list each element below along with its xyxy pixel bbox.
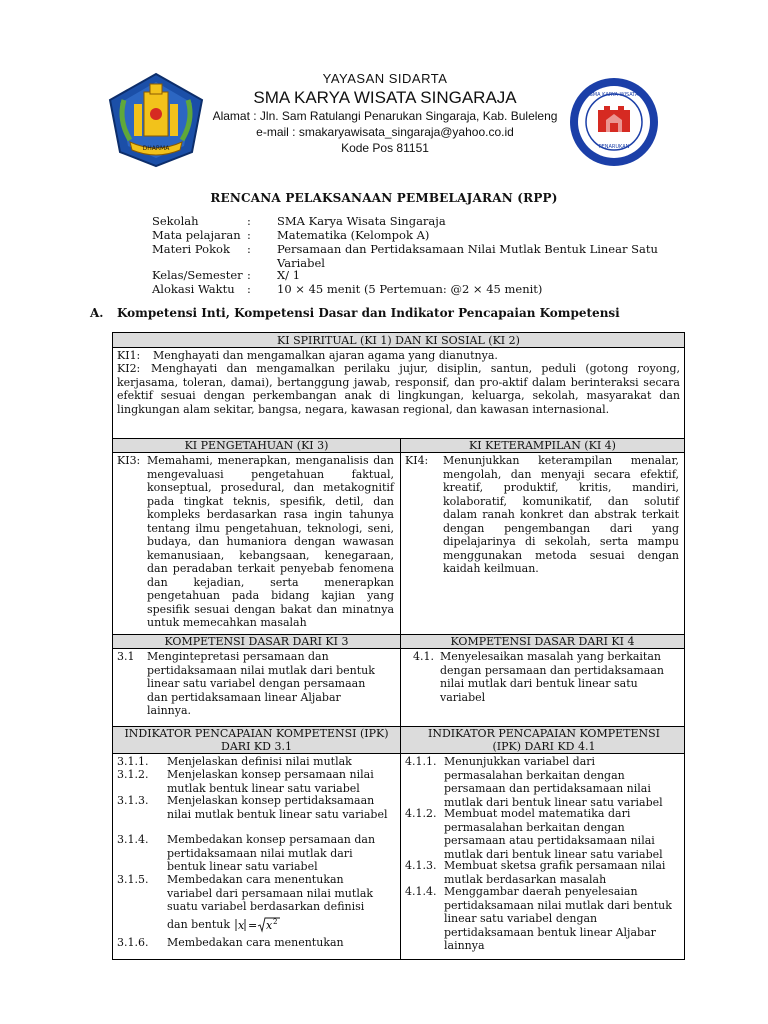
- ki4-text: Menunjukkan keterampilan menalar, mengolah, dan menyaji secara efektif, kreatif, produktif, kritis, mandiri, kolaboratif, komunikatif, dan solutif dalam ranah konkret dan abstrak terkait dengan pengembangan dari yang dipelajarinya di sekolah, serta mampu menggunakan metoda sesuai dengan kaidah keilmuan.: [443, 454, 679, 575]
- svg-text:DHARMA: DHARMA: [142, 145, 170, 152]
- kd41-text: Menyelesaikan masalah yang berkaitan dengan persamaan dan pertidaksamaan nilai mutlak dari bentuk linear satu variabel: [440, 650, 664, 704]
- kd4-header: KOMPETENSI DASAR DARI KI 4: [450, 635, 635, 648]
- ipk4-number: 4.1.2.: [405, 807, 437, 820]
- info-separator: :: [247, 214, 251, 228]
- ipk4-header: INDIKATOR PENCAPAIAN KOMPETENSI (IPK) DARI KD 4.1: [427, 727, 661, 753]
- regency-crest-logo: [104, 70, 208, 170]
- svg-text:x: x: [265, 919, 272, 932]
- ipk4-text: Membuat sketsa grafik persamaan nilai mutlak berdasarkan masalah: [444, 859, 666, 886]
- ki4-header: KI KETERAMPILAN (KI 4): [469, 439, 616, 452]
- ki3-text: Memahami, menerapkan, menganalisis dan mengevaluasi pengetahuan faktual, konseptual, prosedural, dan metakognitif pada tingkat teknis, spesifik, detil, dan kompleks berdasarkan rasa ingin tahunya tentang ilmu pengetahuan, teknologi, seni, budaya, dan humaniora dengan wawasan kemanusiaan, kebangsaan, kenegaraan, dan peradaban terkait penyebab fenomena dan kejadian, serta menerapkan pengetahuan pada bidang kajian yang spesifik sesuai dengan bakat dan minatnya untuk memecahkan masalah: [147, 454, 394, 629]
- kd3-header: KOMPETENSI DASAR DARI KI 3: [164, 635, 349, 648]
- kd41-number: 4.1.: [413, 650, 434, 663]
- ipk3-number: 3.1.4.: [117, 833, 149, 846]
- ipk4-number: 4.1.4.: [405, 885, 437, 898]
- ipk3-number: 3.1.1.: [117, 755, 149, 768]
- competency-table: [112, 332, 685, 960]
- ki1-label: KI1:: [117, 349, 141, 362]
- info-separator: :: [247, 282, 251, 296]
- svg-text:PENARUKAN: PENARUKAN: [598, 144, 630, 150]
- school-name: SMA KARYA WISATA SINGARAJA: [253, 88, 517, 107]
- info-value: X/ 1: [277, 268, 301, 282]
- info-separator: :: [247, 228, 251, 242]
- ki3-header: KI PENGETAHUAN (KI 3): [184, 439, 329, 452]
- ki2-text: Menghayati dan mengamalkan perilaku jujur, disiplin, santun, peduli (gotong royong, kerjasama, toleran, damai), bertanggung jawab, responsif, dan pro-aktif dalam berinteraksi secara efektif sesuai dengan perkembangan anak di lingkungan, keluarga, sekolah, masyarakat dan lingkungan alam sekitar, bangsa, negara, kawasan regional, dan kawasan internasional.: [117, 362, 680, 416]
- ipk3-text: Menjelaskan konsep pertidaksamaan nilai mutlak bentuk linear satu variabel: [167, 794, 388, 821]
- formula-prefix: dan bentuk: [167, 918, 230, 931]
- ki3-label: KI3:: [117, 454, 141, 467]
- info-value: SMA Karya Wisata Singaraja: [277, 214, 446, 228]
- ipk4-number: 4.1.1.: [405, 755, 437, 768]
- ki1-text: Menghayati dan mengamalkan ajaran agama yang dianutnya.: [153, 349, 498, 362]
- school-email: e-mail : smakaryawisata_singaraja@yahoo.co.id: [256, 125, 514, 139]
- svg-text:x: x: [237, 919, 244, 932]
- ipk3-header: INDIKATOR PENCAPAIAN KOMPETENSI (IPK) DARI KD 3.1: [124, 727, 389, 753]
- school-address: Alamat : Jln. Sam Ratulangi Penarukan Singaraja, Kab. Buleleng: [212, 109, 558, 123]
- ki-spiritual-header: KI SPIRITUAL (KI 1) DAN KI SOSIAL (KI 2): [277, 334, 520, 347]
- svg-text:2: 2: [272, 918, 277, 926]
- postal-code: Kode Pos 81151: [341, 141, 429, 155]
- info-separator: :: [247, 242, 251, 256]
- info-label: Sekolah: [152, 214, 199, 228]
- ipk3-number: 3.1.3.: [117, 794, 149, 807]
- ipk3-number: 3.1.2.: [117, 768, 149, 781]
- section-title: Kompetensi Inti, Kompetensi Dasar dan Indikator Pencapaian Kompetensi: [117, 306, 620, 320]
- info-value: Matematika (Kelompok A): [277, 228, 430, 242]
- info-label: Kelas/Semester: [152, 268, 243, 282]
- ipk3-text: Menjelaskan definisi nilai mutlak: [167, 755, 352, 768]
- svg-text:=: =: [247, 919, 257, 932]
- ipk3-text: Membedakan cara menentukan variabel dari persamaan nilai mutlak suatu variabel berdasarkan definisi: [167, 873, 374, 913]
- kd31-text: Mengintepretasi persamaan dan pertidaksamaan nilai mutlak dari bentuk linear satu variabel dengan persamaan dan pertidaksamaan linear Aljabar lainnya.: [147, 650, 375, 717]
- info-value: 10 × 45 menit (5 Pertemuan: @2 × 45 menit): [277, 282, 543, 296]
- ipk4-text: Menunjukkan variabel dari permasalahan berkaitan dengan persamaan dan pertidaksamaan nilai mutlak dari bentuk linear satu variabel: [444, 755, 663, 809]
- ki2-label: KI2:: [117, 362, 141, 375]
- section-letter: A.: [90, 306, 104, 320]
- info-value: Persamaan dan Pertidaksamaan Nilai Mutlak Bentuk Linear Satu Variabel: [277, 242, 658, 270]
- ipk4-text: Membuat model matematika dari permasalahan berkaitan dengan persamaan atau pertidaksamaan nilai mutlak dari bentuk linear satu variabel: [444, 807, 663, 861]
- ipk3-number: 3.1.5.: [117, 873, 149, 886]
- kd31-number: 3.1: [117, 650, 135, 663]
- ipk3-text: Membedakan cara menentukan: [167, 936, 344, 949]
- svg-text:SMA KARYA WISATA: SMA KARYA WISATA: [589, 92, 639, 98]
- ipk315-formula-line: [167, 916, 389, 934]
- info-label: Alokasi Waktu: [152, 282, 235, 296]
- abs-sqrt-formula: [234, 916, 284, 934]
- document-title: RENCANA PELAKSANAAN PEMBELAJARAN (RPP): [210, 191, 558, 205]
- ipk3-text: Menjelaskan konsep persamaan nilai mutlak bentuk linear satu variabel: [167, 768, 374, 795]
- ipk4-number: 4.1.3.: [405, 859, 437, 872]
- info-separator: :: [247, 268, 251, 282]
- ipk3-number: 3.1.6.: [117, 936, 149, 949]
- ipk3-text: Membedakan konsep persamaan dan pertidaksamaan nilai mutlak dari bentuk linear satu variabel: [167, 833, 376, 873]
- ki4-label: KI4:: [405, 454, 429, 467]
- ipk4-text: Menggambar daerah penyelesaian pertidaksamaan nilai mutlak dari bentuk linear satu variabel dengan pertidaksamaan bentuk linear Aljabar lainnya: [444, 885, 672, 952]
- school-logo: [568, 76, 660, 168]
- info-label: Mata pelajaran: [152, 228, 241, 242]
- info-label: Materi Pokok: [152, 242, 230, 256]
- foundation-name: YAYASAN SIDARTA: [322, 71, 448, 86]
